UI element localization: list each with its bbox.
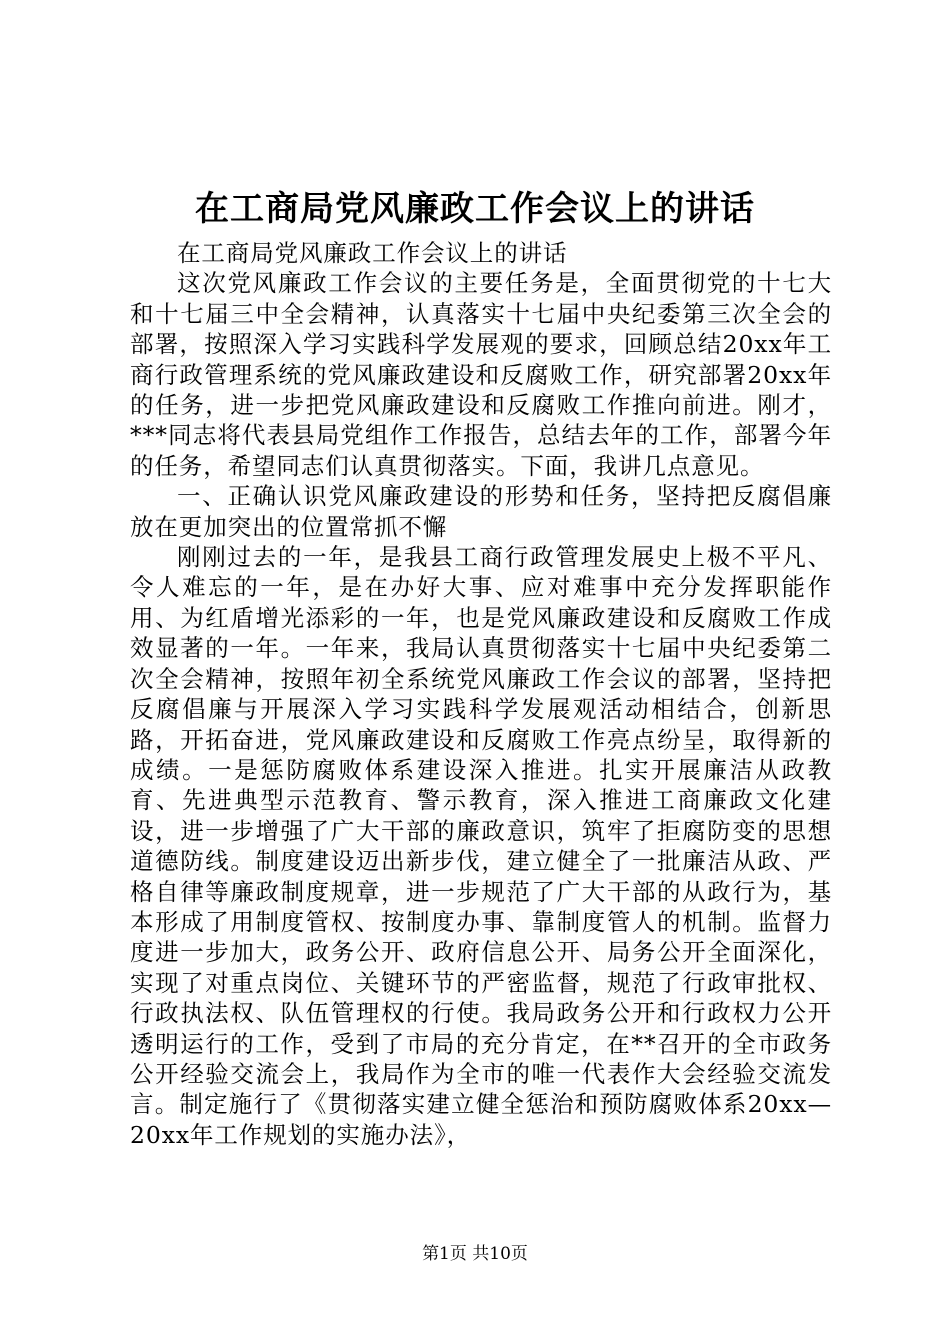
document-body xyxy=(130,238,832,1150)
section-heading-paragraph: 一、正确认识党风廉政建设的形势和任务，坚持把反腐倡廉放在更加突出的位置常抓不懈 xyxy=(130,482,832,541)
intro-paragraph: 这次党风廉政工作会议的主要任务是，全面贯彻党的十七大和十七届三中全会精神，认真落实十七届中央纪委第三次全会的部署，按照深入学习实践科学发展观的要求，回顾总结20xx年工商行政管理系统的党风廉政建设和反腐败工作，研究部署20xx年的任务，进一步把党风廉政建设和反腐败工作推向前进。刚才，***同志将代表县局党组作工作报告，总结去年的工作，部署今年的任务，希望同志们认真贯彻落实。下面，我讲几点意见。 xyxy=(130,269,832,480)
document-title: 在工商局党风廉政工作会议上的讲话 xyxy=(195,189,755,229)
body-paragraph: 刚刚过去的一年，是我县工商行政管理发展史上极不平凡、令人难忘的一年，是在办好大事、应对难事中充分发挥职能作用、为红盾增光添彩的一年，也是党风廉政建设和反腐败工作成效显著的一年。一年来，我局认真贯彻落实十七届中央纪委第二次全会精神，按照年初全系统党风廉政工作会议的部署，坚持把反腐倡廉与开展深入学习实践科学发展观活动相结合，创新思路，开拓奋进，党风廉政建设和反腐败工作亮点纷呈，取得新的成绩。一是惩防腐败体系建设深入推进。扎实开展廉洁从政教育、先进典型示范教育、警示教育，深入推进工商廉政文化建设，进一步增强了广大干部的廉政意识，筑牢了拒腐防变的思想道德防线。制度建设迈出新步伐，建立健全了一批廉洁从政、严格自律等廉政制度规章，进一步规范了广大干部的从政行为，基本形成了用制度管权、按制度办事、靠制度管人的机制。监督力度进一步加大，政务公开、政府信息公开、局务公开全面深化，实现了对重点岗位、关键环节的严密监督，规范了行政审批权、行政执法权、队伍管理权的行使。我局政务公开和行政权力公开透明运行的工作，受到了市局的充分肯定，在**召开的全市政务公开经验交流会上，我局作为全市的唯一代表作大会经验交流发言。制定施行了《贯彻落实建立健全惩治和预防腐败体系20xx—20xx年工作规划的实施办法》， xyxy=(130,543,832,1149)
subtitle-paragraph: 在工商局党风廉政工作会议上的讲话 xyxy=(177,239,568,267)
page-footer: 第1页 共10页 xyxy=(422,1244,528,1264)
